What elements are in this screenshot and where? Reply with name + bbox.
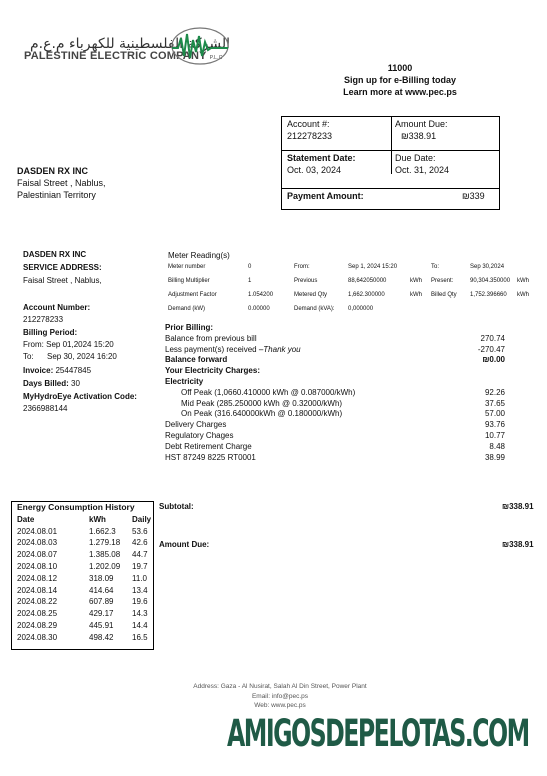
- thank-you-note: –Thank you: [258, 344, 301, 354]
- meter-title: Meter Reading(s): [168, 251, 230, 260]
- history-kwh: 445.91: [89, 620, 114, 630]
- previous-label: Previous: [294, 278, 318, 284]
- days-billed-line: [23, 379, 163, 389]
- history-kwh: 1.279.18: [89, 538, 121, 548]
- history-row: [17, 561, 153, 573]
- billing-from: From: Sep 01,2024 15:20: [23, 340, 114, 349]
- history-row: [17, 608, 153, 620]
- account-label: Account #:: [287, 119, 330, 129]
- account-number-label: Account Number:: [23, 303, 91, 312]
- your-charges-label: Your Electricity Charges:: [165, 366, 260, 376]
- history-row: [17, 585, 153, 597]
- service-address-value: Faisal Street , Nablus,: [23, 276, 102, 285]
- history-date: 2024.08.07: [17, 550, 58, 560]
- on-peak-label: On Peak (316.640000kWh @ 0.180000/kWh): [181, 409, 343, 419]
- present-unit: kWh: [517, 278, 529, 284]
- meter-to-value: Sep 30,2024: [470, 264, 505, 270]
- demand-kva-label: Demand (kVA):: [294, 306, 335, 312]
- meter-number-label: Meter number: [168, 264, 206, 270]
- meter-to-label: To:: [431, 264, 440, 270]
- history-col-date: Date: [17, 514, 35, 524]
- mailing-line1: Faisal Street , Nablus,: [17, 178, 106, 188]
- consumption-history-table: [11, 501, 154, 650]
- billing-multiplier-label: Billing Multiplier: [168, 278, 210, 284]
- billing-to: [23, 352, 163, 362]
- previous-value: 88,642050000: [348, 278, 387, 284]
- balance-previous-row: [165, 334, 505, 345]
- promo-code: 11000: [387, 63, 413, 73]
- metered-qty-value: 1,662.300000: [348, 292, 385, 298]
- footer-address: Address: Gaza - Al Nusirat, Salah Al Din Street, Power Plant: [193, 683, 367, 690]
- demand-kva-value: 0,000000: [348, 306, 374, 312]
- history-rows: [17, 526, 153, 644]
- regulatory-row: [165, 431, 505, 442]
- previous-unit: kWh: [410, 278, 422, 284]
- history-kwh: 1.202.09: [89, 561, 121, 571]
- history-date: 2024.08.01: [17, 526, 58, 536]
- history-date: 2024.08.22: [17, 597, 58, 607]
- history-row: [17, 596, 153, 608]
- balance-forward-row: [165, 355, 505, 366]
- company-name-english-text: PALESTINE ELECTRIC COMPANY: [24, 50, 207, 62]
- history-date: 2024.08.30: [17, 632, 58, 642]
- history-row: [17, 632, 153, 644]
- hst-row: [165, 453, 505, 464]
- due-date-value: Oct. 31, 2024: [395, 165, 450, 175]
- statement-date-value: Oct. 03, 2024: [287, 165, 342, 175]
- history-title: Energy Consumption History: [17, 502, 135, 512]
- charges-section: [165, 323, 505, 463]
- meter-row-4: [168, 305, 538, 319]
- statement-date-label: Statement Date:: [287, 153, 356, 163]
- debt-value: 8.48: [489, 441, 505, 451]
- hydroeye-label: MyHydroEye Activation Code:: [23, 392, 137, 401]
- days-billed-value: 30: [71, 379, 80, 388]
- history-daily: 44.7: [132, 550, 148, 560]
- history-row: [17, 537, 153, 549]
- mid-peak-label: Mid Peak (285.250000 kWh @ 0.32000/kWh): [181, 398, 343, 408]
- prior-billing-label: Prior Billing:: [165, 323, 213, 332]
- balance-previous-value: 270.74: [480, 333, 505, 343]
- customer-name: DASDEN RX INC: [23, 250, 87, 259]
- history-kwh: 1.385.08: [89, 550, 121, 560]
- billing-to-label: To:: [23, 352, 34, 361]
- meter-number-value: 0: [248, 264, 252, 270]
- history-kwh: 1.662.3: [89, 526, 116, 536]
- ebilling-promo: [300, 62, 500, 98]
- mid-peak-row: [165, 399, 505, 410]
- invoice-label: Invoice:: [23, 366, 54, 375]
- history-daily: 19.6: [132, 597, 148, 607]
- history-row: [17, 620, 153, 632]
- history-header-row: [17, 514, 153, 526]
- history-daily: 13.4: [132, 585, 148, 595]
- history-kwh: 607.89: [89, 597, 114, 607]
- history-row: [17, 526, 153, 538]
- debt-row: [165, 442, 505, 453]
- balance-forward-value: ₪0.00: [482, 355, 505, 365]
- off-peak-row: [165, 388, 505, 399]
- history-kwh: 414.64: [89, 585, 114, 595]
- service-address-label: SERVICE ADDRESS:: [23, 263, 102, 272]
- footer-email: Email: info@pec.ps: [251, 692, 309, 700]
- billing-to-value: Sep 30, 2024 16:20: [47, 352, 117, 361]
- mailing-line2: Palestinian Territory: [17, 190, 96, 200]
- days-billed-label: Days Billed:: [23, 379, 69, 388]
- subtotal-value: ₪338.91: [502, 502, 534, 511]
- present-value: 90,304.350000: [470, 278, 511, 284]
- company-name-arabic: الشركة الفلسطينية للكهرباء م.ع.م: [30, 36, 231, 52]
- history-daily: 53.6: [132, 526, 148, 536]
- metered-qty-unit: kWh: [410, 292, 422, 298]
- billing-period-label: Billing Period:: [23, 328, 78, 337]
- billing-multiplier-value: 1: [248, 278, 252, 284]
- history-date: 2024.08.10: [17, 561, 58, 571]
- amount-due-label: Amount Due:: [395, 119, 448, 129]
- history-date: 2024.08.12: [17, 573, 58, 583]
- off-peak-value: 92.26: [484, 387, 505, 397]
- regulatory-label: Regulatory Chages: [165, 430, 234, 440]
- less-payments-row: [165, 345, 505, 356]
- adjustment-factor-value: 1.054200: [248, 292, 274, 298]
- billed-qty-unit: kWh: [517, 292, 529, 298]
- history-col-daily: Daily: [132, 514, 152, 524]
- metered-qty-label: Metered Qty: [294, 292, 328, 298]
- hst-value: 38.99: [484, 452, 505, 462]
- history-date: 2024.08.25: [17, 609, 58, 619]
- history-daily: 14.3: [132, 609, 148, 619]
- company-suffix: P.L.C: [209, 55, 223, 61]
- delivery-value: 93.76: [484, 420, 505, 430]
- amount-due-value: ₪338.91: [401, 131, 437, 141]
- amount-due-total-label: Amount Due:: [159, 540, 210, 549]
- balance-previous-label: Balance from previous bill: [165, 333, 257, 343]
- billed-qty-label: Billed Qty: [431, 292, 457, 298]
- history-row: [17, 549, 153, 561]
- regulatory-value: 10.77: [484, 430, 505, 440]
- debt-label: Debt Retirement Charge: [165, 441, 252, 451]
- delivery-label: Delivery Charges: [165, 420, 227, 430]
- meter-from-value: Sep 1, 2024 15:20: [348, 264, 398, 270]
- account-summary-box: [281, 116, 500, 210]
- subtotal-label: Subtotal:: [159, 502, 194, 511]
- invoice-line: [23, 366, 163, 376]
- less-payments-label: Less payment(s) received: [165, 344, 259, 354]
- promo-website: Learn more at www.pec.ps: [343, 87, 457, 97]
- account-value: 212278233: [287, 131, 333, 141]
- history-date: 2024.08.03: [17, 538, 58, 548]
- meter-row-1: [168, 263, 538, 277]
- amount-due-total-value: ₪338.91: [502, 540, 534, 549]
- payment-amount-value: ₪339: [462, 191, 485, 201]
- due-date-label: Due Date:: [395, 153, 436, 163]
- mailing-address: [17, 165, 106, 201]
- history-col-kwh: kWh: [89, 514, 106, 524]
- mailing-name: DASDEN RX INC: [17, 166, 89, 176]
- meter-row-3: [168, 291, 538, 305]
- meter-grid: [168, 263, 538, 319]
- promo-signup: Sign up for e-Billing today: [344, 75, 456, 85]
- history-row: [17, 573, 153, 585]
- electricity-label: Electricity: [165, 376, 204, 386]
- hydroeye-value: 2366988144: [23, 404, 68, 413]
- on-peak-row: [165, 409, 505, 420]
- meter-from-label: From:: [294, 264, 310, 270]
- customer-info: [23, 250, 163, 414]
- footer-web: Web: www.pec.ps: [254, 702, 306, 709]
- billed-qty-value: 1,752.396660: [470, 292, 507, 298]
- history-daily: 16.5: [132, 632, 148, 642]
- demand-kw-label: Demand (kW): [168, 306, 206, 312]
- history-daily: 19.7: [132, 561, 148, 571]
- waveform-icon: [170, 26, 230, 71]
- history-kwh: 318.09: [89, 573, 114, 583]
- history-date: 2024.08.14: [17, 585, 58, 595]
- adjustment-factor-label: Adjustment Factor: [168, 292, 217, 298]
- on-peak-value: 57.00: [484, 409, 505, 419]
- balance-forward-label: Balance forward: [165, 355, 228, 365]
- off-peak-label: Off Peak (1,0660.410000 kWh @ 0.087000/kWh): [181, 387, 356, 397]
- history-kwh: 429.17: [89, 609, 114, 619]
- less-payments-value: -270.47: [477, 344, 505, 354]
- hst-label: HST 87249 8225 RT0001: [165, 452, 256, 462]
- history-daily: 14.4: [132, 620, 148, 630]
- invoice-value: 25447845: [55, 366, 92, 375]
- company-footer: [150, 682, 410, 711]
- mid-peak-value: 37.65: [484, 398, 505, 408]
- history-kwh: 498.42: [89, 632, 114, 642]
- meter-row-2: [168, 277, 538, 291]
- history-daily: 42.6: [132, 538, 148, 548]
- present-label: Present:: [431, 278, 454, 284]
- watermark: AMIGOSDEPELOTAS.COM: [227, 712, 529, 755]
- account-number-value: 212278233: [23, 315, 64, 324]
- history-daily: 11.0: [132, 573, 147, 583]
- delivery-row: [165, 420, 505, 431]
- payment-amount-label: Payment Amount:: [287, 191, 364, 201]
- demand-kw-value: 0.00000: [248, 306, 270, 312]
- history-date: 2024.08.29: [17, 620, 58, 630]
